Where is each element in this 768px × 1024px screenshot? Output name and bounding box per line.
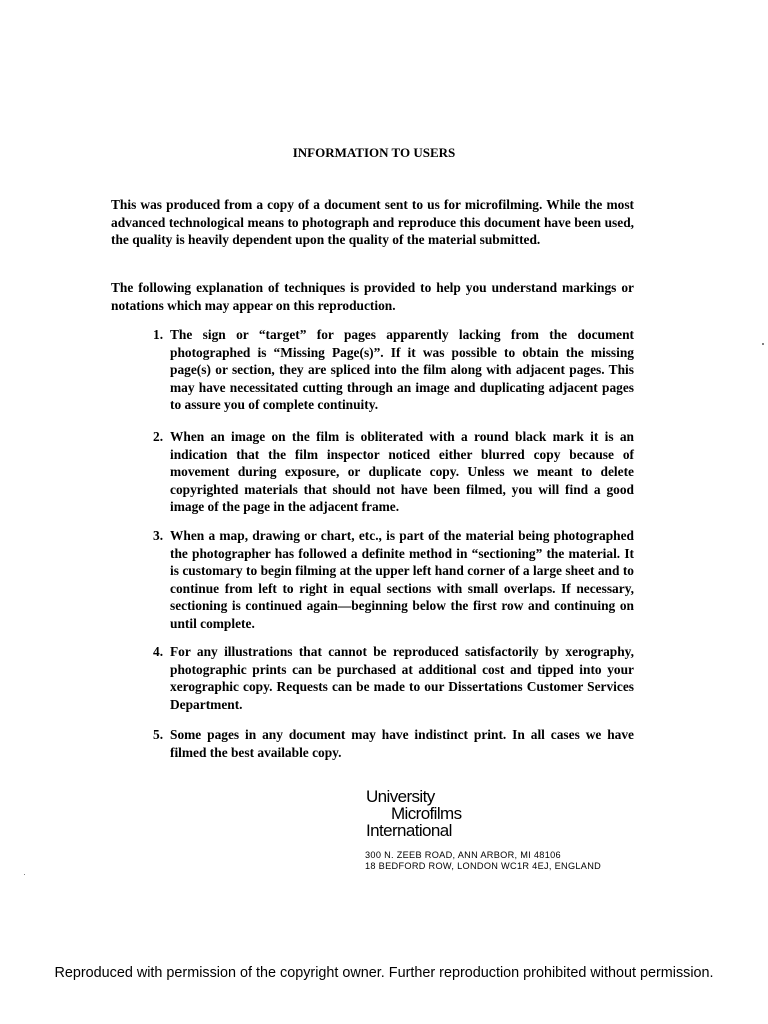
list-item-text: Some pages in any document may have indistinct print. In all cases we have filmed the best available copy. bbox=[170, 727, 634, 760]
list-item-text: For any illustrations that cannot be reproduced satisfactorily by xerography, photographic prints can be purchased at additional cost and tipped into your xerographic copy. Requests can be made to our Dissertations Customer Services Department. bbox=[170, 644, 634, 712]
list-item bbox=[150, 428, 634, 516]
list-item-number: 2. bbox=[153, 429, 164, 444]
list-item-text: When an image on the film is obliterated with a round black mark it is an indication that the film inspector noticed either blurred copy because of movement during exposure, or duplicate copy. Unless we meant to delete copyrighted materials that should not have been filmed, you will find a good image of the page in the adjacent frame. bbox=[170, 429, 634, 515]
list-item-number: 3. bbox=[153, 528, 164, 543]
list-item bbox=[150, 726, 634, 761]
address-line-uk: 18 BEDFORD ROW, LONDON WC1R 4EJ, ENGLAND bbox=[365, 861, 602, 871]
document-title: INFORMATION TO USERS bbox=[292, 145, 456, 160]
intro-paragraph: This was produced from a copy of a document sent to us for microfilming. While the most advanced technological means to photograph and reproduce this document have been used, the quality is heavily dependent upon the quality of the material submitted. bbox=[111, 197, 634, 247]
list-item-number: 4. bbox=[153, 644, 164, 659]
list-item-text: The sign or “target” for pages apparently lacking from the document photographed is “Missing Page(s)”. If it was possible to obtain the missing page(s) or section, they are spliced into the film along with adjacent pages. This may have necessitated cutting through an image and duplicating adjacent pages to assure you of complete continuity. bbox=[170, 327, 634, 413]
publisher-address bbox=[365, 850, 601, 872]
publisher-logo bbox=[366, 788, 462, 839]
address-line-us: 300 N. ZEEB ROAD, ANN ARBOR, MI 48106 bbox=[365, 850, 561, 860]
list-item bbox=[150, 326, 634, 414]
list-item-number: 5. bbox=[153, 727, 164, 742]
list-item bbox=[150, 643, 634, 713]
explanation-paragraph: The following explanation of techniques is provided to help you understand markings or notations which may appear on this reproduction. bbox=[111, 280, 634, 313]
logo-line-microfilms: Microfilms bbox=[391, 804, 462, 823]
copyright-notice: Reproduced with permission of the copyright owner. Further reproduction prohibited without permission. bbox=[54, 965, 714, 981]
logo-line-university: University bbox=[366, 787, 435, 806]
scan-speck bbox=[24, 874, 25, 875]
list-item bbox=[150, 527, 634, 633]
logo-line-international: International bbox=[366, 821, 452, 840]
list-item-text: When a map, drawing or chart, etc., is part of the material being photographed the photographer has followed a definite method in “sectioning” the material. It is customary to begin filming at the upper left hand corner of a large sheet and to continue from left to right in equal sections with small overlaps. If necessary, sectioning is continued again—beginning below the first row and continuing on until complete. bbox=[170, 528, 634, 631]
list-item-number: 1. bbox=[153, 327, 164, 342]
scan-speck bbox=[762, 343, 764, 345]
